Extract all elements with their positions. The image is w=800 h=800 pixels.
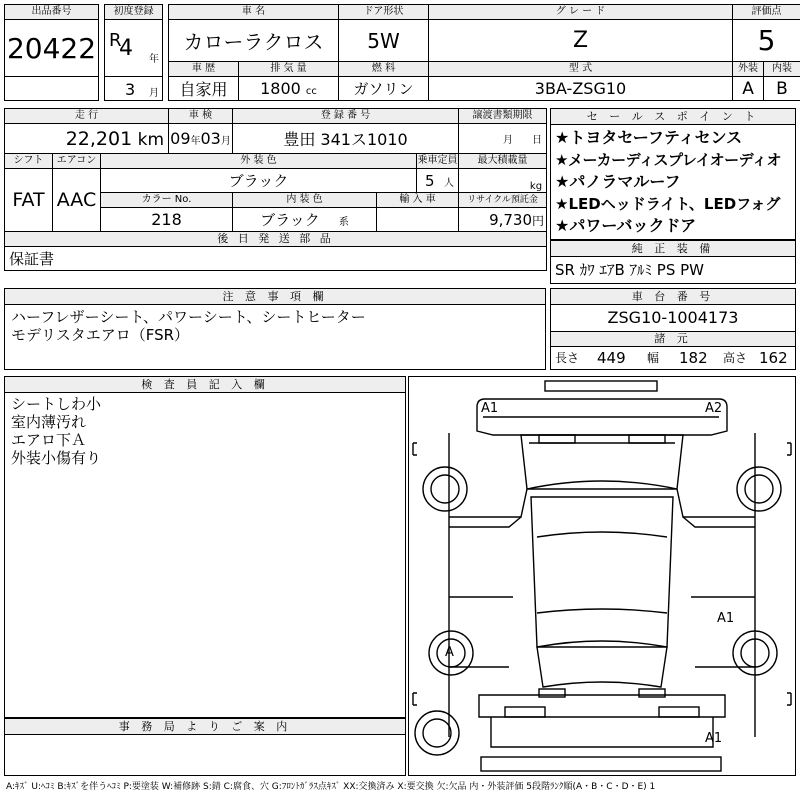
legend-footer: A:ｷｽﾞ U:ﾍｺﾐ B:ｷｽﾞを伴うﾍｺﾐ P:要塗装 W:補修跡 S:錆 C:腐食、穴 G:ﾌﾛﾝﾄｶﾞﾗｽ点ｷｽﾞ XX:交換済み X:要交換 欠:欠品 内・外装評価 5段階ﾗﾝｸ順(A・B・C・D・E) 1 xyxy=(6,782,656,792)
mileage: 22,201 km xyxy=(5,124,169,154)
note-line: ハーフレザーシート、パワーシート、シートヒーター xyxy=(11,308,366,326)
import-car xyxy=(377,208,459,232)
car-diagram xyxy=(408,376,796,776)
grade: Z xyxy=(429,20,733,62)
sales-point: ★パノラマルーフ xyxy=(555,172,681,191)
inspector-line: 外装小傷有り xyxy=(11,449,102,467)
registration-number: 豊田 341ス1010 xyxy=(233,124,459,154)
shift: FAT xyxy=(5,169,53,232)
dimensions-row: 長さ 449 幅 182 高さ 162 xyxy=(551,347,795,370)
inspector-line: 室内薄汚れ xyxy=(11,413,87,431)
damage-a1-bottom: A1 xyxy=(705,731,723,746)
fuel-label: 燃 料 xyxy=(339,62,429,77)
interior-color: ブラック 系 xyxy=(233,208,377,232)
sales-point: ★トヨタセーフティセンス xyxy=(555,128,743,147)
damage-a1-front-left: A1 xyxy=(481,401,499,416)
details-table xyxy=(4,108,547,271)
exterior-grade: A xyxy=(733,77,764,101)
fuel: ガソリン xyxy=(339,77,429,101)
sales-points-box xyxy=(550,108,796,240)
width: 182 xyxy=(679,349,708,367)
recycle-fee: 9,730円 xyxy=(459,208,547,232)
score-label: 評価点 xyxy=(733,5,800,20)
displacement: 1800 cc xyxy=(239,77,339,101)
interior-grade: B xyxy=(764,77,800,101)
history-label: 車 歴 xyxy=(169,62,239,77)
capacity: 5 人 xyxy=(417,169,459,193)
equipment-value: SR ｶﾜ ｴｱB ｱﾙﾐ PS PW xyxy=(555,261,705,279)
sales-point: ★LEDヘッドライト、LEDフォグ xyxy=(555,195,781,213)
note-line: モデリスタエアロ（FSR） xyxy=(11,326,190,344)
car-name-label: 車 名 xyxy=(169,5,339,20)
car-name: カローラクロス xyxy=(169,20,339,62)
later-parts: 保証書 xyxy=(5,247,547,271)
exterior-label: 外装 xyxy=(733,62,764,77)
transfer-label: 譲渡書類期限 xyxy=(459,109,547,124)
lot-label: 出品番号 xyxy=(5,5,99,20)
chassis-number: ZSG10-1004173 xyxy=(551,305,795,332)
color-number: 218 xyxy=(101,208,233,232)
import-label: 輸 入 車 xyxy=(377,193,459,208)
door-label: ドア形状 xyxy=(339,5,429,20)
inspector-line: エアロ下Ａ xyxy=(11,431,87,449)
exterior-color: ブラック xyxy=(101,169,417,193)
sales-point: ★パワーバックドア xyxy=(555,216,697,235)
inspector-box xyxy=(4,376,406,718)
interior-label: 内装 xyxy=(764,62,800,77)
inspection-label: 車 検 xyxy=(169,109,233,124)
chassis-label: 車 台 番 号 xyxy=(551,289,795,305)
notes-box xyxy=(4,288,546,370)
recycle-label: リサイクル預託金 xyxy=(459,193,547,208)
first-reg-label: 初度登録 xyxy=(105,5,163,20)
car-outline-icon xyxy=(409,377,795,775)
max-load: kg xyxy=(459,169,547,193)
color-label: 外 装 色 xyxy=(101,154,417,169)
model: 3BA-ZSG10 xyxy=(429,77,733,101)
damage-a1-rear-right: A1 xyxy=(717,611,735,626)
score: 5 xyxy=(733,20,800,62)
mileage-label: 走 行 xyxy=(5,109,169,124)
load-label: 最大積載量 xyxy=(459,154,547,169)
int-color-label: 内 装 色 xyxy=(233,193,377,208)
color-no-label: カラー No. xyxy=(101,193,233,208)
office-label: 事 務 局 よ り ご 案 内 xyxy=(5,719,405,735)
transfer-deadline: 月 日 xyxy=(459,124,547,154)
shift-label: シフト xyxy=(5,154,53,169)
reg-no-label: 登 録 番 号 xyxy=(233,109,459,124)
first-reg-month: 3 月 xyxy=(105,77,163,101)
sales-points-label: セ ー ル ス ポ イ ン ト xyxy=(551,109,795,125)
inspection-date: 09年03月 xyxy=(169,124,233,154)
ac-label: エアコン xyxy=(53,154,101,169)
grade-label: グ レ ー ド xyxy=(429,5,733,20)
inspector-line: シートしわ小 xyxy=(11,395,102,413)
door-type: 5W xyxy=(339,20,429,62)
lot-number: 20422 xyxy=(5,20,99,77)
dims-label: 諸 元 xyxy=(551,332,795,347)
damage-a-left: A xyxy=(445,645,454,660)
sales-points-list xyxy=(551,127,795,237)
height: 162 xyxy=(759,349,788,367)
length: 449 xyxy=(597,349,626,367)
damage-a2-front-right: A2 xyxy=(705,401,723,416)
model-label: 型 式 xyxy=(429,62,733,77)
later-parts-label: 後 日 発 送 部 品 xyxy=(5,232,547,247)
ac: AAC xyxy=(53,169,101,232)
inspector-label: 検 査 員 記 入 欄 xyxy=(5,377,405,393)
sales-point: ★メーカーディスプレイオーディオ xyxy=(555,151,781,169)
equipment-label: 純 正 装 備 xyxy=(551,241,795,257)
header-table xyxy=(4,4,800,101)
first-reg-year: R 4 年 xyxy=(105,20,163,77)
displacement-label: 排 気 量 xyxy=(239,62,339,77)
history: 自家用 xyxy=(169,77,239,101)
notes-label: 注 意 事 項 欄 xyxy=(5,289,545,305)
equipment-box xyxy=(550,240,796,284)
chassis-box xyxy=(550,288,796,370)
office-box xyxy=(4,718,406,776)
capacity-label: 乗車定員 xyxy=(417,154,459,169)
